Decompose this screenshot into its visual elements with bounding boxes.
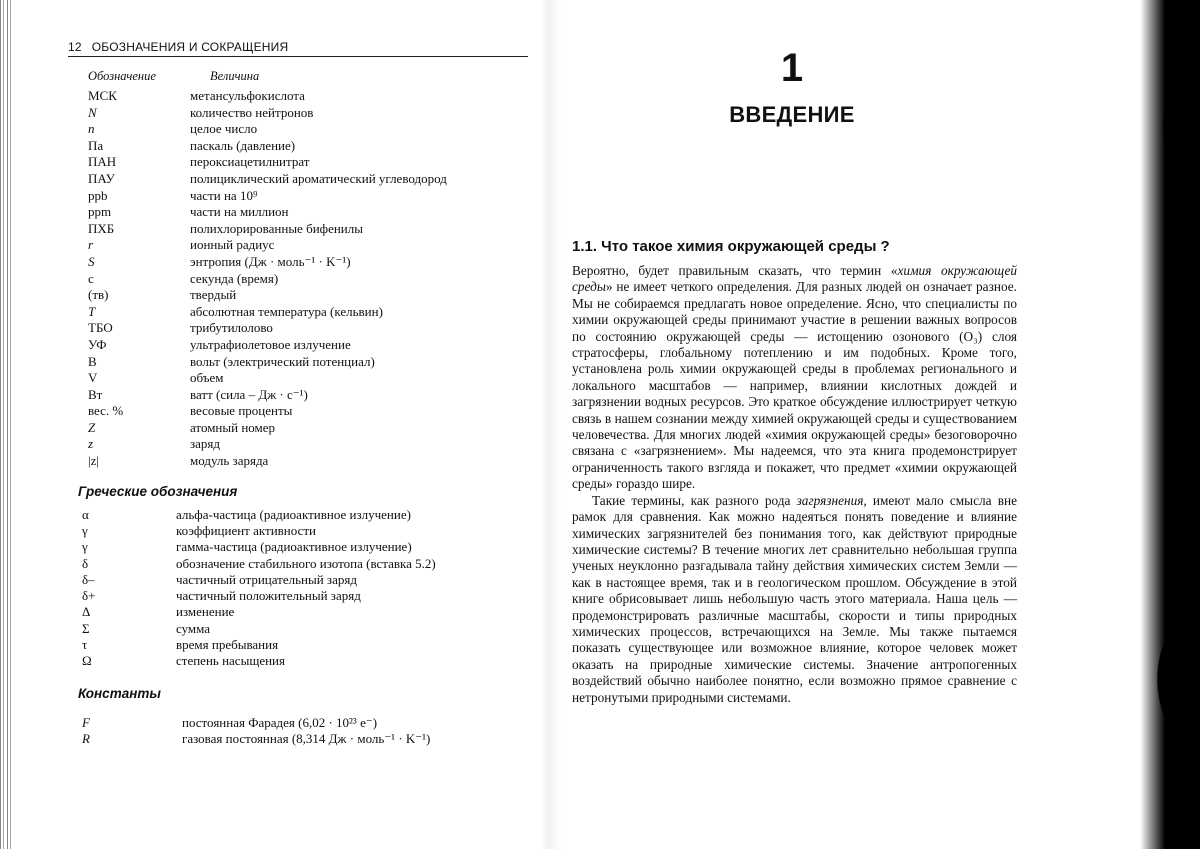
chapter-title: ВВЕДЕНИЕ: [729, 102, 855, 127]
list-item: [68, 653, 533, 669]
description: альфа-частица (радиоактивное излучение): [176, 506, 411, 522]
list-item: [68, 637, 533, 653]
paragraph-2-emphasis: загрязнения: [796, 492, 864, 508]
symbol: Вт: [88, 386, 103, 402]
symbol: Δ: [82, 604, 91, 620]
description: метансульфокислота: [190, 88, 305, 103]
list-item: [68, 287, 533, 304]
description: степень насыщения: [176, 653, 285, 669]
symbol: УФ: [88, 336, 107, 352]
symbol: ПХБ: [88, 220, 115, 236]
description: коэффициент активности: [176, 522, 316, 538]
symbol: δ–: [82, 571, 95, 587]
description: атомный номер: [190, 419, 276, 435]
list-item: [68, 604, 533, 620]
description: полициклический ароматический углеводород: [190, 170, 447, 186]
constants-list: [68, 715, 533, 748]
paragraph-2-text-b: , имеют мало смысла вне рамок для сравнения. Как можно надеяться понять поведение и влияние химических загрязнителей без понимания того, как действуют природные химические системы? В течение многих лет сравнительно небольшая группа ученых неуклонно разгадывала тайну действия химических систем Земли — как в настоящее время, так и в геологическом прошлом. Обсуждение в этой книге обрисовывает лишь небольшую часть этого материала. Наша цель — продемонстрировать различные масштабы, скорости и типы природных химических процессов, встречающихся на Земле. Мы также пытаемся показать существующее или возможное влияние, которое человек может оказать на природные химические системы. Значение антропогенных воздействий обычно наиболее понятно, если возможно прямое сравнение с нетронутыми природными системами.: [572, 492, 1018, 705]
symbol: r: [88, 237, 94, 253]
symbol: Z: [88, 419, 96, 435]
description: части на миллион: [190, 204, 289, 220]
description: ультрафиолетовое излучение: [190, 336, 351, 352]
symbol: S: [88, 253, 95, 269]
symbol: |z|: [88, 453, 99, 469]
symbol: Ω: [82, 653, 92, 669]
description: ватт (сила – Дж · с⁻¹): [190, 386, 308, 402]
symbol: с: [88, 270, 94, 286]
abbreviation-list: [68, 88, 533, 470]
running-head: [68, 40, 528, 57]
left-page: [68, 40, 533, 830]
description: ионный радиус: [190, 237, 275, 253]
list-item: [68, 715, 533, 732]
list-item: [68, 271, 533, 288]
description: модуль заряда: [190, 453, 269, 469]
symbol: Па: [88, 137, 104, 153]
column-header-symbol: Обозначение: [88, 69, 156, 83]
description: газовая постоянная (8,314 Дж · моль⁻¹ · K⁻¹): [182, 731, 431, 747]
symbol: R: [82, 731, 90, 747]
right-page: [572, 40, 1017, 830]
description: сумма: [176, 620, 211, 636]
list-item: [68, 254, 533, 271]
symbol: z: [88, 436, 94, 452]
list-item: [68, 237, 533, 254]
description: весовые проценты: [190, 403, 293, 419]
list-item: [68, 572, 533, 588]
description: твердый: [190, 287, 237, 303]
symbol: МСК: [88, 88, 117, 103]
description: объем: [190, 370, 224, 386]
paragraph-1-emphasis: химия окружающей среды: [572, 263, 1017, 295]
list-item: [68, 171, 533, 188]
greek-list: [68, 507, 533, 670]
list-item: [68, 121, 533, 138]
description: вольт (электрический потенциал): [190, 353, 375, 369]
paragraph-1: [572, 263, 1017, 493]
greek-section-title: Греческие обозначения: [78, 483, 238, 499]
constants-section-title: Константы: [78, 685, 161, 701]
description: заряд: [190, 436, 220, 452]
description: целое число: [190, 121, 258, 137]
symbol: τ: [82, 637, 88, 653]
paragraph-1-text-a: Вероятно, будет правильным сказать, что термин «: [572, 263, 898, 278]
book-gutter: [540, 0, 562, 849]
list-item: [68, 539, 533, 555]
list-item: [68, 138, 533, 155]
list-item: [68, 188, 533, 205]
symbol: ТБО: [88, 320, 113, 336]
description: постоянная Фарадея (6,02 · 10²³ e⁻): [182, 714, 378, 730]
list-item: [68, 221, 533, 238]
symbol: α: [82, 506, 89, 522]
symbol: F: [82, 714, 90, 730]
symbol: γ: [82, 522, 88, 538]
description: трибутилолово: [190, 320, 273, 336]
symbol: ppb: [88, 187, 108, 203]
symbol: n: [88, 121, 95, 137]
symbol: T: [88, 303, 96, 319]
scan-shadow-right: [1075, 0, 1200, 849]
description: гамма-частица (радиоактивное излучение): [176, 539, 412, 555]
symbol: ПАУ: [88, 170, 115, 186]
symbol: δ+: [82, 588, 96, 604]
symbol: V: [88, 370, 98, 386]
paragraph-2: [572, 493, 1017, 706]
description: энтропия (Дж · моль⁻¹ · K⁻¹): [190, 253, 351, 269]
list-item: [68, 523, 533, 539]
description: частичный положительный заряд: [176, 588, 361, 604]
list-item: [68, 105, 533, 122]
list-item: [68, 204, 533, 221]
symbol: ПАН: [88, 154, 117, 170]
description: изменение: [176, 604, 235, 620]
list-item: [68, 436, 533, 453]
symbol: вес. %: [88, 403, 124, 419]
description: паскаль (давление): [190, 137, 296, 153]
list-item: [68, 337, 533, 354]
description: полихлорированные бифенилы: [190, 220, 363, 236]
description: абсолютная температура (кельвин): [190, 303, 383, 319]
paragraph-1-text-b: » не имеет четкого определения. Для разных людей он означает разное. Мы не собираемся предлагать новое определение. Ясно, что специалисты по химии окружающей среды принимают участие в решении важных вопросов по состоянию окружающей среды — истощению озонового (O₃) слоя стратосферы, глобальному потеплению и им подобных. Кроме того, установлена роль химии окружающей среды в проблемах регионального и локального масштабов — например, влиянии кислотных дождей и загрязнении водных ресурсов. Это краткое обсуждение иллюстрирует четкую связь в нашем сознании между химией окружающей среды и существованием человечества. Для многих людей «химия окружающей среды» безоговорочно связана с «загрязнением». Мы надеемся, что эта книга продемонстрирует ограниченность такого взгляда и покажет, что предмет «химии окружающей среды» гораздо шире.: [572, 279, 1017, 492]
column-header-quantity: Величина: [210, 69, 260, 83]
list-item: [68, 88, 533, 105]
list-item: [68, 507, 533, 523]
list-item: [68, 588, 533, 604]
description: количество нейтронов: [190, 104, 314, 120]
section-title: 1.1. Что такое химия окружающей среды ?: [572, 238, 890, 255]
symbol: δ: [82, 555, 89, 571]
description: пероксиацетилнитрат: [190, 154, 310, 170]
symbol: ppm: [88, 204, 112, 220]
description: секунда (время): [190, 270, 279, 286]
symbol: γ: [82, 539, 88, 555]
chapter-number: 1: [780, 46, 804, 90]
list-item: [68, 370, 533, 387]
description: обозначение стабильного изотопа (вставка 5.2): [176, 555, 436, 571]
list-item: [68, 387, 533, 404]
list-item: [68, 403, 533, 420]
column-headers: [68, 69, 533, 84]
symbol: N: [88, 104, 97, 120]
running-head-title: ОБОЗНАЧЕНИЯ И СОКРАЩЕНИЯ: [91, 40, 289, 54]
scan-edge-left: [0, 0, 14, 849]
symbol: Σ: [82, 620, 90, 636]
list-item: [68, 154, 533, 171]
list-item: [68, 621, 533, 637]
list-item: [68, 556, 533, 572]
symbol: В: [88, 353, 97, 369]
description: время пребывания: [176, 637, 279, 653]
list-item: [68, 320, 533, 337]
list-item: [68, 453, 533, 470]
list-item: [68, 304, 533, 321]
description: частичный отрицательный заряд: [176, 571, 357, 587]
page-number: 12: [68, 40, 82, 54]
list-item: [68, 354, 533, 371]
list-item: [68, 731, 533, 748]
symbol: (тв): [88, 287, 109, 303]
paragraph-2-text-a: Такие термины, как разного рода: [592, 492, 797, 508]
description: части на 10⁹: [190, 187, 258, 203]
list-item: [68, 420, 533, 437]
